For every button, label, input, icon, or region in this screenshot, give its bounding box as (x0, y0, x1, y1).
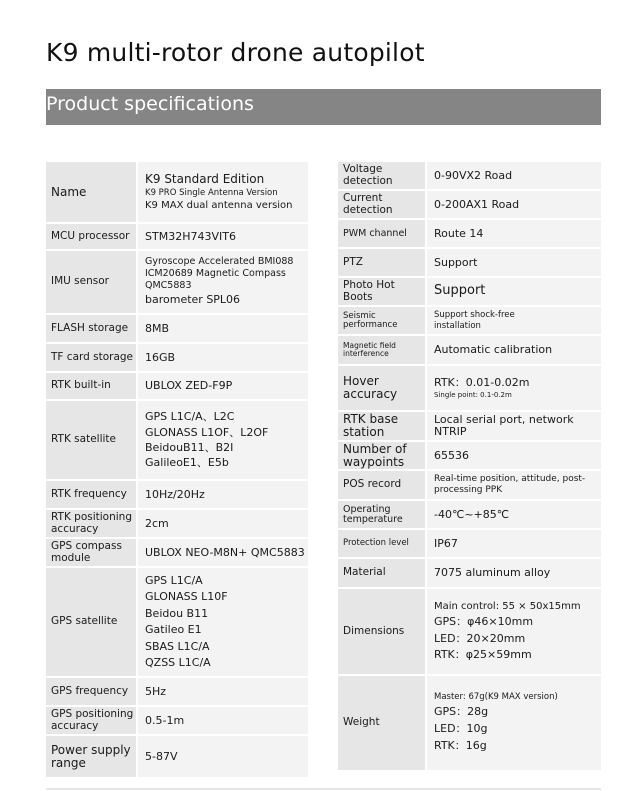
page-title: K9 multi-rotor drone autopilot (46, 38, 425, 67)
spec-value (427, 162, 601, 189)
spec-row-gps-satellite (46, 568, 308, 678)
spec-label: RTK satellite (46, 401, 136, 479)
spec-value-line: GLONASS L10F (145, 590, 228, 603)
spec-label: Number of waypoints (338, 442, 425, 469)
spec-row-weight (338, 676, 601, 772)
spec-label: Protection level (338, 530, 425, 557)
spec-value-line: barometer SPL06 (145, 293, 241, 307)
spec-value-line: SBAS L1C/A (145, 639, 210, 653)
spec-value-line: STM32H743VIT6 (145, 229, 236, 243)
spec-value-line: K9 Standard Edition (145, 172, 265, 187)
spec-label: Weight (338, 676, 425, 770)
spec-value-line: 5-87V (145, 749, 178, 763)
spec-table-left (46, 162, 308, 779)
spec-value (427, 191, 601, 218)
spec-value-line: RTK：16g (434, 738, 487, 752)
spec-value-line: Master: 67g(K9 MAX version) (434, 692, 558, 703)
spec-value-line: GPS L1C/A (145, 573, 203, 587)
spec-value (138, 344, 308, 371)
spec-row-hover-accuracy (338, 366, 601, 412)
spec-value-line: NTRIP (434, 425, 467, 438)
spec-value-line: Real-time position, attitude, post- (434, 473, 586, 484)
spec-row-seismic (338, 307, 601, 336)
spec-row-rtk-base (338, 412, 601, 442)
spec-row-temperature (338, 501, 601, 530)
spec-value-line: Route 14 (434, 226, 484, 240)
spec-row-pos-record (338, 471, 601, 501)
spec-label: Dimensions (338, 589, 425, 674)
spec-value-line: 16GB (145, 350, 176, 364)
spec-value-line: Support (434, 283, 486, 299)
spec-value-line: QMC5883 (145, 280, 192, 292)
spec-row-dimensions (338, 589, 601, 676)
spec-row-power-supply (46, 736, 308, 779)
spec-label: GPS frequency (46, 678, 136, 705)
spec-value-line: QZSS L1C/A (145, 656, 211, 669)
section-header (46, 89, 601, 125)
spec-row-current (338, 191, 601, 220)
spec-label: Hover accuracy (338, 366, 425, 410)
spec-label: Photo Hot Boots (338, 278, 425, 305)
spec-value (138, 251, 308, 313)
spec-value (138, 539, 308, 566)
spec-value-line: GPS：φ46×10mm (434, 615, 534, 629)
spec-value (138, 568, 308, 676)
spec-value-line: Support shock-free (434, 309, 515, 320)
spec-label: RTK built-in (46, 373, 136, 399)
spec-value-line: -40℃~+85℃ (434, 507, 510, 521)
spec-value-line: K9 PRO Single Antenna Version (145, 188, 278, 199)
spec-row-protection (338, 530, 601, 559)
spec-value (138, 678, 308, 705)
spec-label: FLASH storage (46, 315, 136, 342)
spec-value-line: UBLOX NEO-M8N+ QMC5883 (145, 545, 305, 559)
spec-row-magnetic (338, 336, 601, 366)
spec-value-line: ICM20689 Magnetic Compass (145, 268, 286, 280)
spec-value (138, 315, 308, 342)
spec-label: GPS compass module (46, 539, 136, 566)
spec-value-line: Local serial port, network (434, 412, 574, 426)
bottom-divider (46, 788, 601, 790)
spec-value-line: GPS L1C/A、L2C (145, 410, 235, 424)
spec-label: Current detection (338, 191, 425, 218)
spec-value (138, 162, 308, 222)
spec-value-line: 65536 (434, 448, 469, 462)
spec-label: RTK base station (338, 412, 425, 440)
spec-value (427, 249, 601, 276)
spec-value-line: GLONASS L1OF、L2OF (145, 425, 269, 439)
spec-value-line: BeidouB11、B2I (145, 441, 234, 454)
spec-label: PTZ (338, 249, 425, 276)
spec-value-line: processing PPK (434, 485, 503, 495)
spec-label: RTK positioning accuracy (46, 510, 136, 537)
spec-label: POS record (338, 471, 425, 499)
spec-label: Seismic performance (338, 307, 425, 334)
spec-label: Operating temperature (338, 501, 425, 528)
spec-value-line: installation (434, 320, 481, 331)
spec-row-imu (46, 251, 308, 315)
spec-value-line: Beidou B11 (145, 606, 209, 620)
spec-label: Material (338, 559, 425, 587)
spec-value-line: Gyroscope Accelerated BMI088 (145, 256, 294, 268)
spec-value-line: Support (434, 255, 478, 269)
spec-label: Name (46, 162, 136, 222)
spec-label: TF card storage (46, 344, 136, 371)
spec-value (427, 220, 601, 247)
spec-value (427, 336, 601, 364)
spec-label: IMU sensor (46, 251, 136, 313)
spec-row-voltage (338, 162, 601, 191)
spec-value-line: 0-90VX2 Road (434, 168, 513, 182)
section-title: Product specifications (46, 93, 254, 115)
spec-value (427, 589, 601, 674)
spec-value-line: Main control: 55 × 50x15mm (434, 601, 581, 613)
spec-value-line: UBLOX ZED-F9P (145, 379, 233, 393)
spec-label: GPS positioning accuracy (46, 707, 136, 734)
spec-label: Power supply range (46, 736, 136, 777)
spec-value-line: Gatileo E1 (145, 623, 202, 636)
spec-row-rtk-frequency (46, 481, 308, 510)
spec-row-tf-card (46, 344, 308, 373)
spec-value (138, 373, 308, 399)
spec-value (427, 471, 601, 499)
spec-value (138, 736, 308, 777)
spec-row-gps-frequency (46, 678, 308, 707)
spec-value-line: 0.5-1m (145, 713, 185, 727)
spec-row-photo-hot-boots (338, 278, 601, 307)
spec-value (138, 401, 308, 479)
spec-row-flash (46, 315, 308, 344)
spec-label: GPS satellite (46, 568, 136, 676)
spec-row-rtk-accuracy (46, 510, 308, 539)
spec-value-line: Single point: 0.1-0.2m (434, 390, 512, 399)
spec-value (427, 366, 601, 410)
spec-value-line: 5Hz (145, 684, 167, 698)
spec-value (427, 307, 601, 334)
spec-label: Magnetic field interference (338, 336, 425, 364)
spec-value-line: RTK：φ25×59mm (434, 648, 532, 662)
spec-value-line: K9 MAX dual antenna version (145, 199, 293, 211)
spec-row-pwm (338, 220, 601, 249)
spec-label: PWM channel (338, 220, 425, 247)
spec-row-rtk-builtin (46, 373, 308, 401)
spec-label: RTK frequency (46, 481, 136, 508)
spec-value-line: 7075 aluminum alloy (434, 566, 551, 580)
spec-row-rtk-satellite (46, 401, 308, 481)
spec-value (427, 530, 601, 557)
spec-value (427, 559, 601, 587)
spec-row-material (338, 559, 601, 589)
spec-value-line: GalileoE1、E5b (145, 456, 229, 470)
spec-value-line: 10Hz/20Hz (145, 487, 205, 501)
spec-value (427, 442, 601, 469)
spec-row-ptz (338, 249, 601, 278)
spec-value-line: LED：20×20mm (434, 631, 526, 645)
spec-table-right (338, 162, 601, 772)
spec-value-line: LED：10g (434, 721, 488, 735)
spec-value-line: GPS：28g (434, 704, 489, 718)
spec-value-line: IP67 (434, 536, 458, 550)
spec-value-line: 0-200AX1 Road (434, 197, 520, 211)
spec-value-line: 8MB (145, 321, 170, 335)
spec-row-name (46, 162, 308, 224)
spec-row-gps-compass (46, 539, 308, 568)
spec-row-gps-accuracy (46, 707, 308, 736)
spec-value (138, 224, 308, 249)
spec-value (138, 707, 308, 734)
spec-value (427, 501, 601, 528)
spec-row-mcu (46, 224, 308, 251)
spec-value-line: Automatic calibration (434, 343, 553, 357)
spec-label: MCU processor (46, 224, 136, 249)
spec-value (138, 481, 308, 508)
spec-value (427, 278, 601, 305)
spec-row-waypoints (338, 442, 601, 471)
spec-label: Voltage detection (338, 162, 425, 189)
spec-value-line: RTK：0.01-0.02m (434, 376, 530, 390)
spec-value-line: 2cm (145, 516, 169, 530)
spec-value (427, 676, 601, 770)
spec-value (138, 510, 308, 537)
spec-value (427, 412, 601, 440)
